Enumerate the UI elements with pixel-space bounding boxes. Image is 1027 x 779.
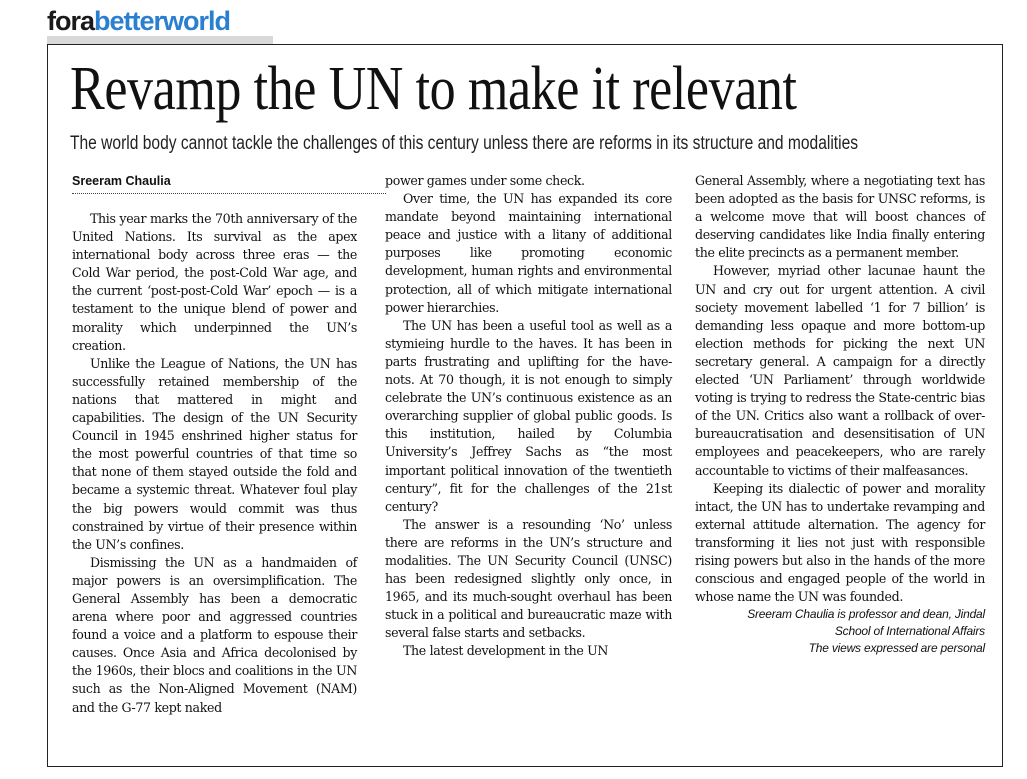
masthead-word-world: world: [163, 6, 231, 36]
paragraph: The latest development in the UN: [403, 643, 609, 659]
paragraph: The answer is a resounding ‘No’ unless there are reforms in the UN’s structure and modalities. The UN Security Council (UNSC) has been redesigned slightly only once, in 1965, and its much-sought overhaul has been stuck in a political and bureaucratic maze with several false starts and setbacks.: [385, 516, 672, 641]
disclaimer: The views expressed are personal: [808, 641, 985, 656]
paragraph: This year marks the 70th anniversary of the United Nations. Its survival as the apex international body across three eras — the Cold War period, the post-Cold War age, and the current ‘post-post-Cold War’ epoch — is a testament to the unique blend of power and morality which underpinned the UN’s creation.: [72, 211, 357, 353]
deck: The world body cannot tackle the challenges of this century unless there are reforms in its structure and modalities: [70, 133, 859, 154]
credit-line: School of International Affairs: [834, 624, 985, 639]
column-2: [385, 172, 672, 661]
paragraph: Keeping its dialectic of power and morality intact, the UN has to undertake revamping and external attitude alternation. The agency for transforming it lies not just with responsible rising powers but also in the hands of the more conscious and engaged people of the world in whose name the UN was founded.: [695, 480, 985, 605]
masthead-word-fora: fora: [47, 6, 95, 36]
paragraph: General Assembly, where a negotiating text has been adopted as the basis for UNSC reforms, is a welcome move that will boost chances of deserving candidates like India finally entering the elite precincts as a permanent member.: [695, 173, 985, 261]
column-3: [695, 172, 985, 657]
paragraph: Over time, the UN has expanded its core mandate beyond maintaining international peace and justice with a litany of additional purposes like promoting economic development, human rights and environmental protection, all of which mitigate international power hierarchies.: [385, 191, 672, 315]
headline: Revamp the UN to make it relevant: [70, 55, 797, 123]
masthead-word-better: better: [94, 6, 164, 36]
paragraph: Unlike the League of Nations, the UN has successfully retained membership of the nations that mattered in might and capabilities. The design of the UN Security Council in 1945 enshrined higher status for the most powerful countries of that time so that none of them stayed outside the fold and became a systemic threat. Whatever foul play the big powers would commit was thus constrained by virtue of their presence within the UN’s confines.: [72, 355, 357, 552]
paragraph: Dismissing the UN as a handmaiden of major powers is an oversimplification. The General Assembly has been a democratic arena where poor and aggressed countries found a voice and a platform to espouse their causes. Once Asia and Africa decolonised by the 1960s, their blocs and coalitions in the UN such as the Non-Aligned Movement (NAM) and the G-77 kept naked: [72, 554, 357, 715]
credit-line: Sreeram Chaulia is professor and dean, Jindal: [747, 607, 985, 622]
column-1: [72, 210, 357, 717]
paragraph: power games under some check.: [385, 173, 585, 188]
paragraph: However, myriad other lacunae haunt the UN and cry out for urgent attention. A civil society movement labelled ‘1 for 7 billion’ is demanding less opaque and more bottom-up election methods for picking the next UN secretary general. A campaign for a directly elected ‘UN Parliament’ through worldwide voting is trying to redress the State-centric bias of the UN. Critics also want a rollback of over-bureaucratisation and desensitisation of UN employees and peacekeepers, who are rarely accountable to victims of their malfeasances.: [695, 263, 985, 478]
author-credit: [695, 606, 985, 657]
byline: Sreeram Chaulia: [72, 173, 386, 194]
paragraph: The UN has been a useful tool as well as a stymieing hurdle to the haves. It has been in parts frustrating and uplifting for the have-nots. At 70 though, it is not enough to simply celebrate the UN’s continuous existence as an overarching supplier of global public goods. Is this institution, hailed by Columbia University’s Jeffrey Sachs as “the most important political innovation of the twentieth century”, fit for the challenges of the 21st century?: [385, 317, 672, 514]
